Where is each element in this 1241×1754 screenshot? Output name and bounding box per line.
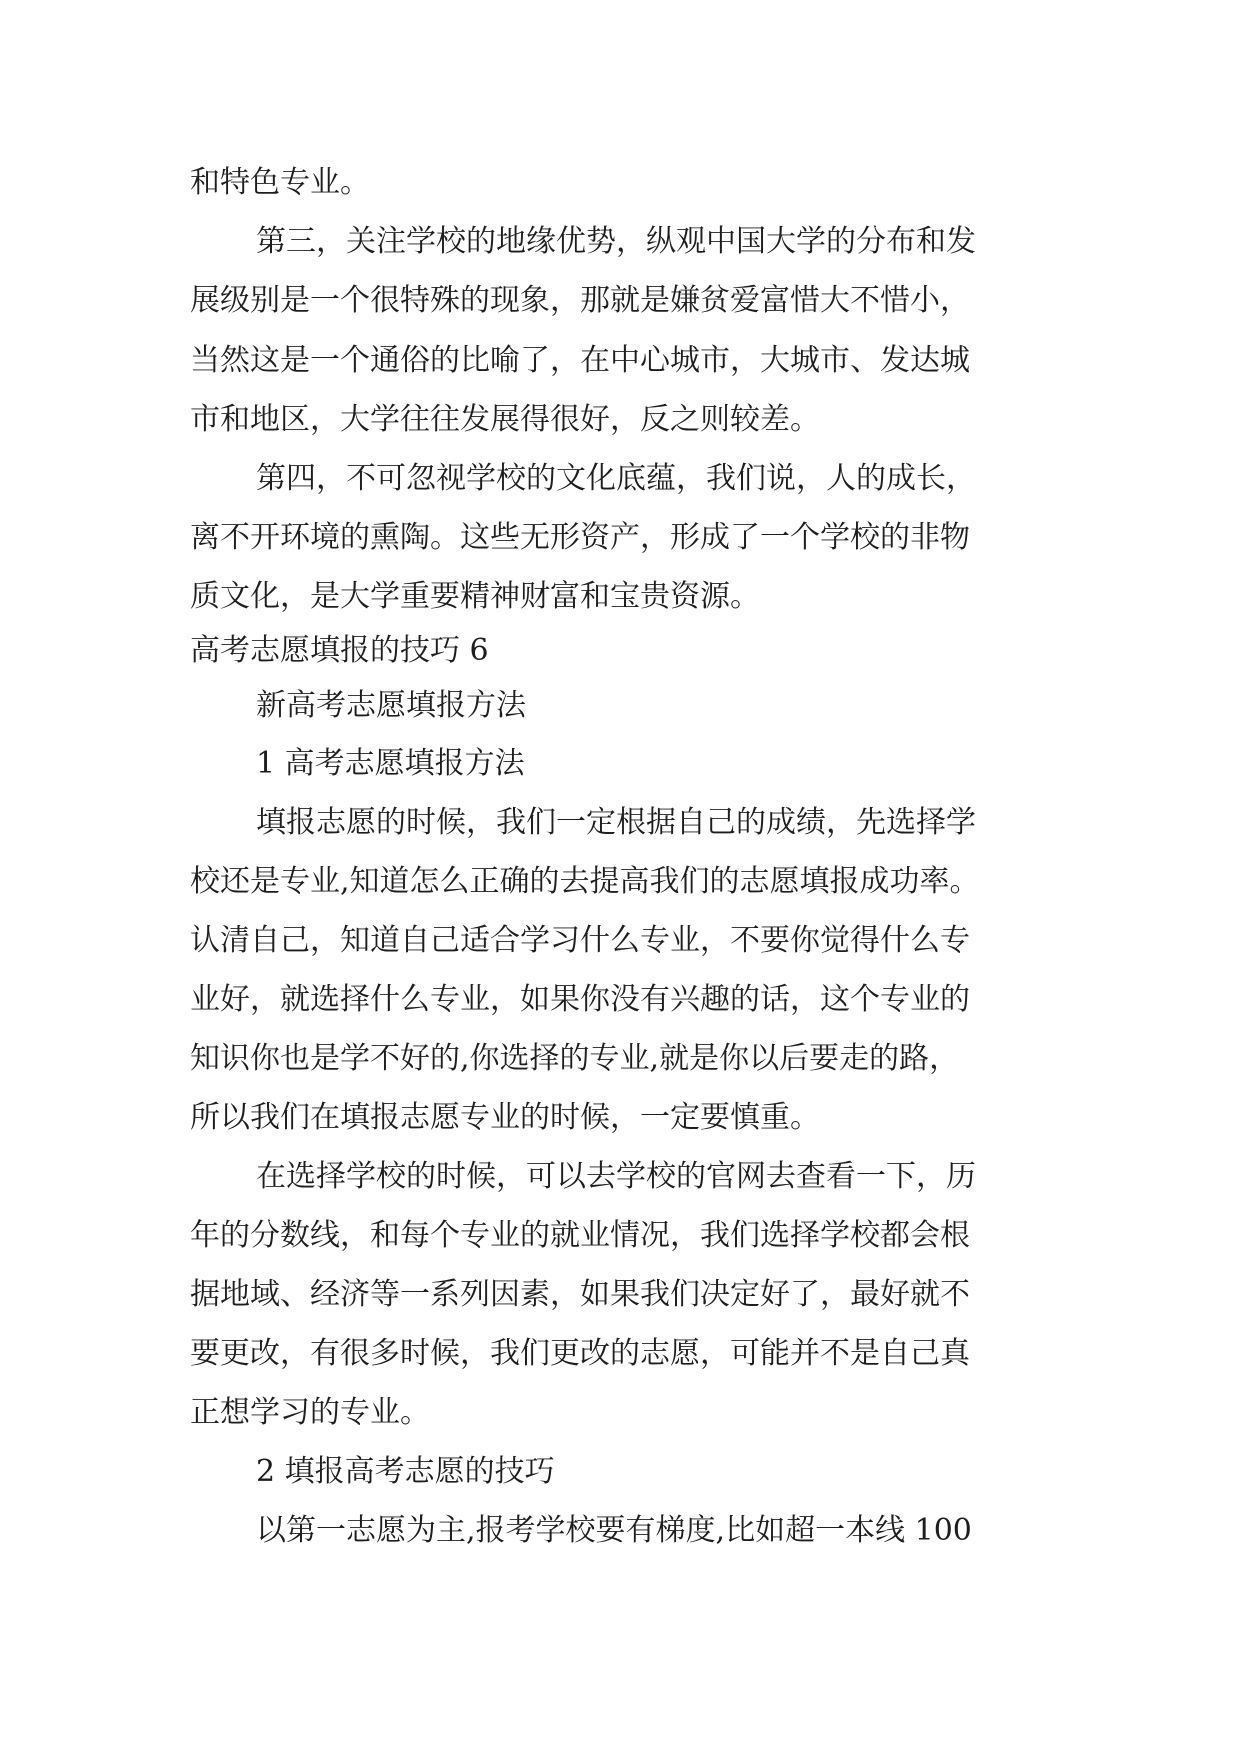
paragraph-line: 填报志愿的时候，我们一定根据自己的成绩，先选择学 (256, 805, 976, 840)
subsection-heading: 1 高考志愿填报方法 (256, 746, 525, 781)
paragraph-line: 据地域、经济等一系列因素，如果我们决定好了，最好就不 (190, 1277, 970, 1312)
paragraph-line: 在选择学校的时候，可以去学校的官网去查看一下，历 (256, 1159, 976, 1194)
paragraph-line: 第四，不可忽视学校的文化底蕴，我们说，人的成长， (256, 461, 976, 496)
paragraph-line: 展级别是一个很特殊的现象，那就是嫌贫爱富惜大不惜小， (190, 283, 970, 318)
paragraph-line: 以第一志愿为主,报考学校要有梯度,比如超一本线 100 (256, 1513, 972, 1548)
section-heading: 高考志愿填报的技巧 6 (190, 633, 489, 668)
paragraph-line: 质文化，是大学重要精神财富和宝贵资源。 (190, 579, 760, 614)
paragraph-line: 正想学习的专业。 (190, 1395, 430, 1430)
paragraph-line: 认清自己，知道自己适合学习什么专业，不要你觉得什么专 (190, 923, 970, 958)
subsection-heading: 新高考志愿填报方法 (256, 688, 526, 723)
paragraph-line: 要更改，有很多时候，我们更改的志愿，可能并不是自己真 (190, 1336, 970, 1371)
paragraph-line: 校还是专业,知道怎么正确的去提高我们的志愿填报成功率。 (190, 864, 980, 899)
paragraph-line: 离不开环境的熏陶。这些无形资产，形成了一个学校的非物 (190, 520, 970, 555)
paragraph-line: 年的分数线，和每个专业的就业情况，我们选择学校都会根 (190, 1218, 970, 1253)
paragraph-line: 业好，就选择什么专业，如果你没有兴趣的话，这个专业的 (190, 982, 970, 1017)
paragraph-line: 知识你也是学不好的,你选择的专业,就是你以后要走的路， (190, 1041, 960, 1076)
paragraph-line: 市和地区，大学往往发展得很好，反之则较差。 (190, 402, 820, 437)
paragraph-line: 和特色专业。 (190, 165, 370, 200)
paragraph-line: 当然这是一个通俗的比喻了，在中心城市，大城市、发达城 (190, 343, 970, 378)
paragraph-line: 所以我们在填报志愿专业的时候，一定要慎重。 (190, 1100, 820, 1135)
subsection-heading: 2 填报高考志愿的技巧 (256, 1454, 555, 1489)
paragraph-line: 第三，关注学校的地缘优势，纵观中国大学的分布和发 (256, 224, 976, 259)
